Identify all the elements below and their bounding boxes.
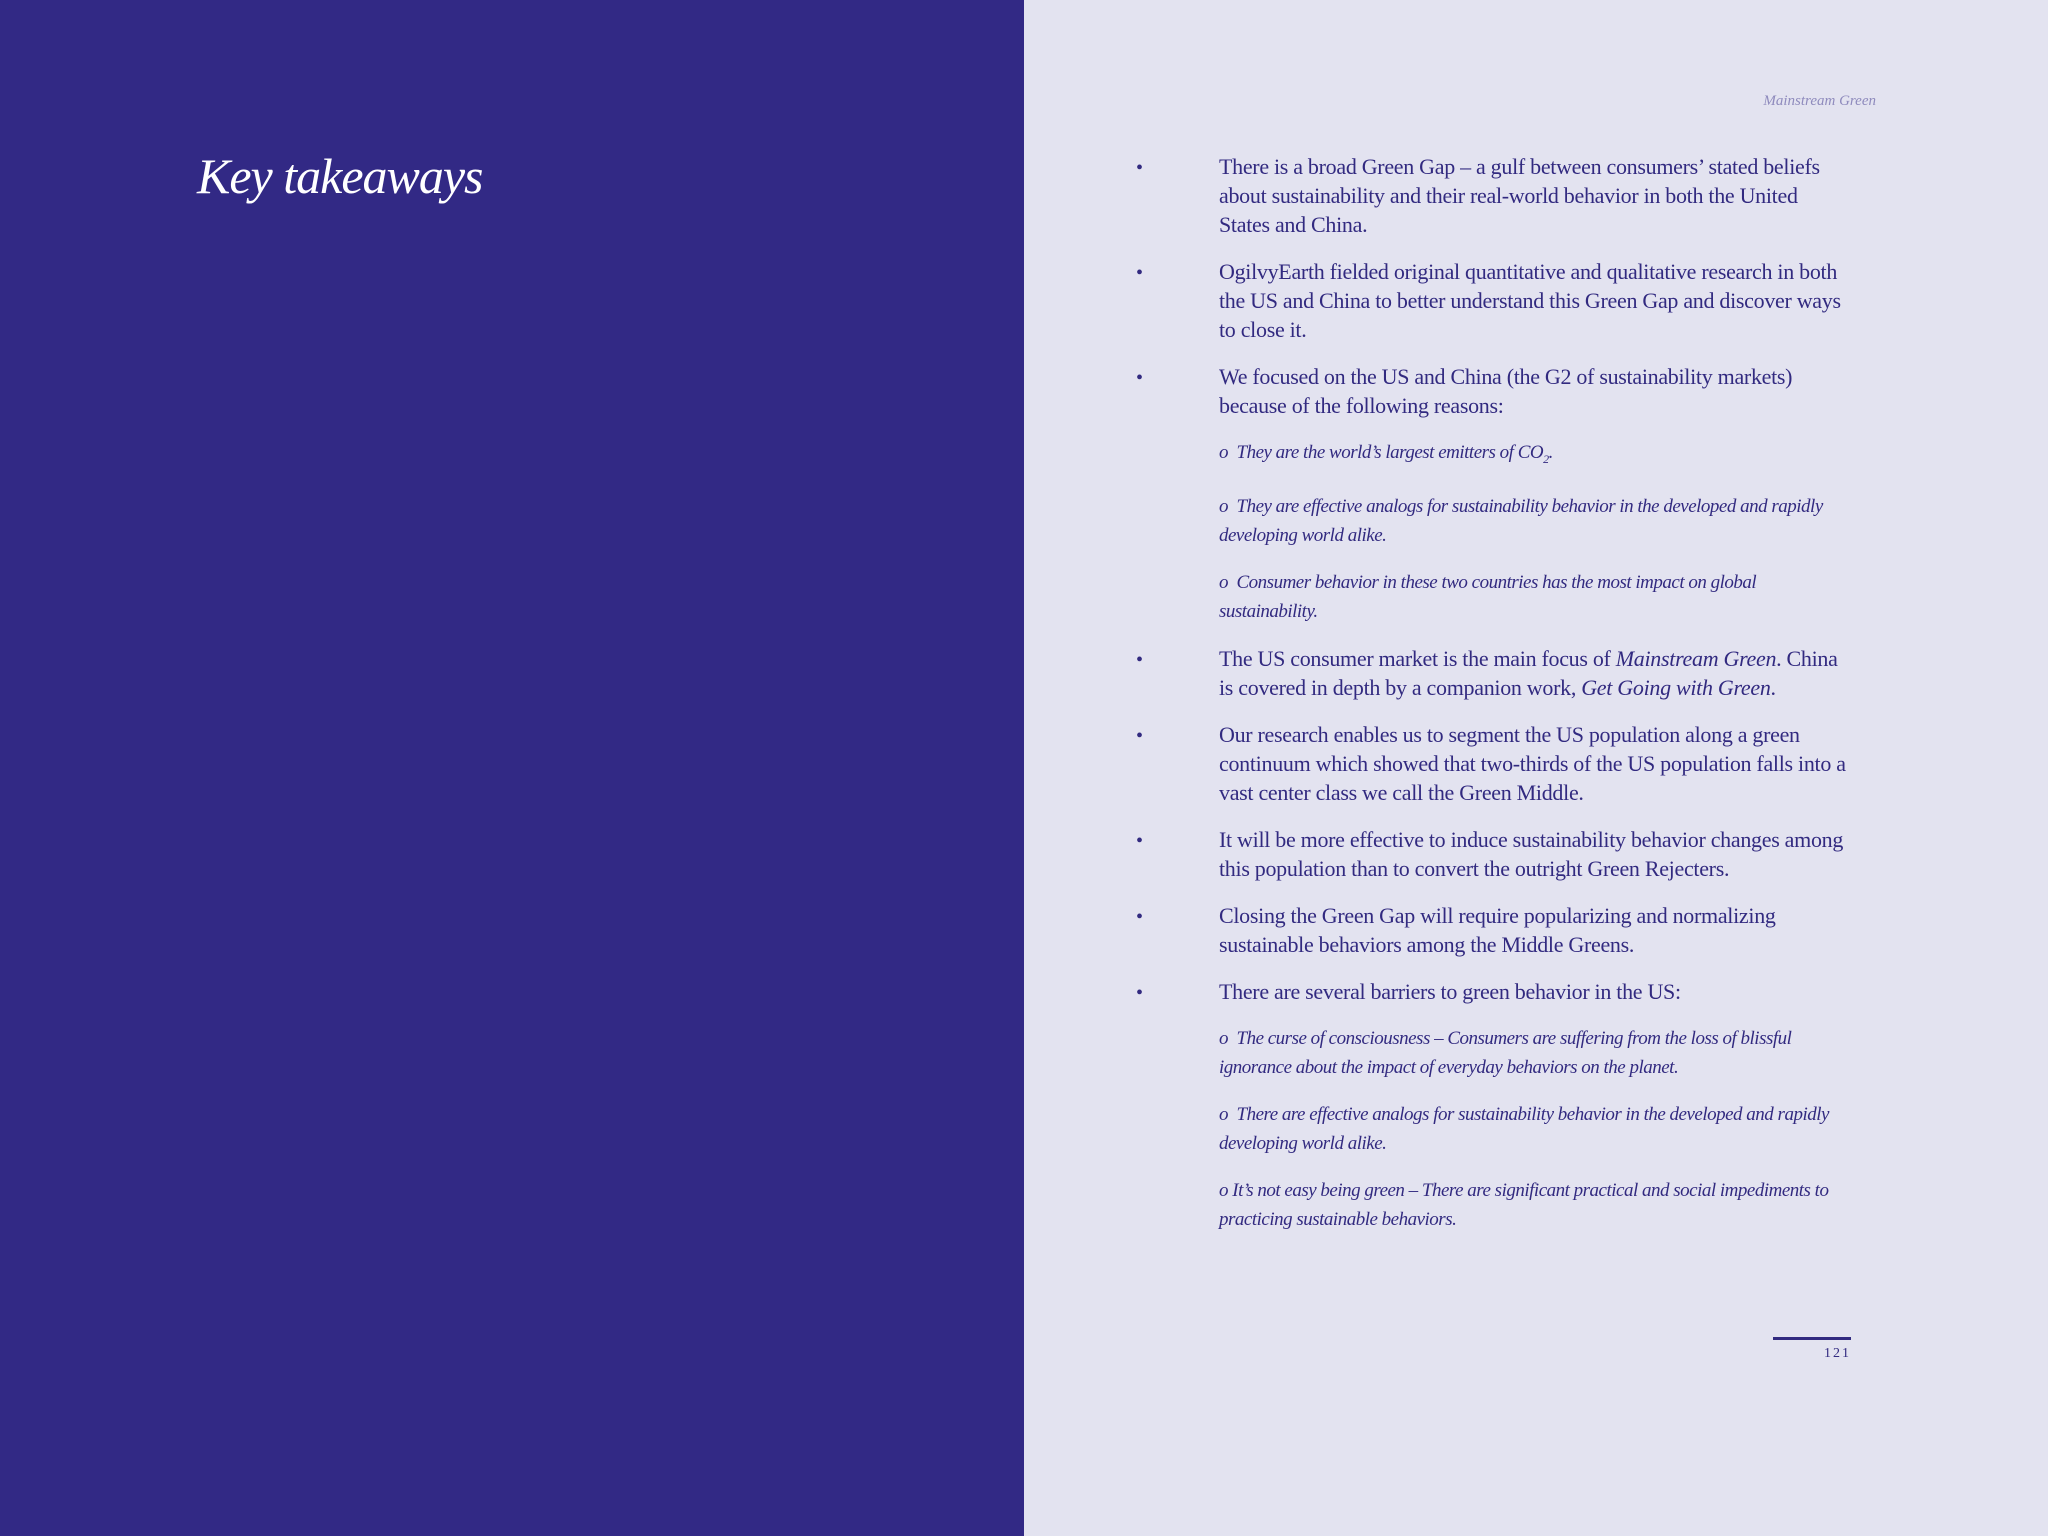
list-item-text: Our research enables us to segment the US population along a green continuum which showed that two-thirds of the US population falls into a vast center class we call the Green Middle.: [1219, 721, 1846, 805]
list-item: [1136, 257, 1848, 344]
bullet-icon: •: [1136, 157, 1143, 179]
list-item: [1136, 644, 1848, 702]
page-number: 121: [1824, 1346, 1851, 1361]
list-item-text: There is a broad Green Gap – a gulf between consumers’ stated beliefs about sustainability and their real-world behavior in both the United States and China.: [1219, 154, 1820, 237]
publication-title: Mainstream Green: [1615, 645, 1777, 671]
sub-item-text: There are effective analogs for sustainability behavior in the developed and rapidly developing world alike.: [1219, 1103, 1829, 1154]
sub-item-text: The curse of consciousness – Consumers are suffering from the loss of blissful ignorance about the impact of everyday behaviors on the planet.: [1219, 1027, 1792, 1078]
sub-marker: o: [1219, 442, 1228, 463]
bullet-icon: •: [1136, 905, 1143, 928]
list-item-text: Closing the Green Gap will require popularizing and normalizing sustainable behaviors among the Middle Greens.: [1219, 902, 1776, 957]
sub-list-item: [1136, 1024, 1848, 1082]
sub-marker: o: [1219, 1103, 1228, 1125]
bullet-icon: •: [1136, 981, 1143, 1004]
list-item-text: We focused on the US and China (the G2 of sustainability markets) because of the following reasons:: [1219, 364, 1793, 418]
sub-list-item: [1136, 438, 1848, 474]
list-item-text: The US consumer market is the main focus of: [1219, 645, 1616, 671]
list-item: [1136, 152, 1848, 239]
list-item: [1136, 901, 1848, 959]
sub-marker: o: [1219, 1179, 1228, 1201]
list-item: [1136, 977, 1848, 1006]
publication-title: Get Going with Green: [1581, 674, 1771, 700]
running-header: Mainstream Green: [1763, 93, 1876, 109]
sub-marker: o: [1219, 495, 1228, 517]
list-item-text: OgilvyEarth fielded original quantitative and qualitative research in both the US and China to better understand this Green Gap and discover ways to close it.: [1219, 259, 1841, 342]
list-item: [1136, 362, 1848, 420]
sub-marker: o: [1219, 571, 1228, 593]
sub-item-text: They are the world’s largest emitters of CO: [1236, 442, 1544, 463]
sub-list-item: [1136, 568, 1848, 626]
takeaways-list: [1136, 152, 1848, 1252]
bullet-icon: •: [1136, 648, 1143, 671]
bullet-icon: •: [1136, 367, 1143, 389]
list-item: [1136, 720, 1848, 807]
page-title: Key takeaways: [197, 148, 483, 204]
sub-list-item: [1136, 1176, 1848, 1234]
sub-item-text: They are effective analogs for sustainability behavior in the developed and rapidly developing world alike.: [1219, 495, 1823, 546]
sub-item-text: It’s not easy being green – There are significant practical and social impediments to practicing sustainable behaviors.: [1219, 1179, 1829, 1230]
sub-list-item: [1136, 1100, 1848, 1158]
list-item-text: There are several barriers to green behavior in the US:: [1219, 978, 1681, 1004]
page-number-rule: [1773, 1337, 1851, 1340]
list-item-text: It will be more effective to induce sustainability behavior changes among this population than to convert the outright Green Rejecters.: [1219, 826, 1844, 881]
sub-marker: o: [1219, 1027, 1228, 1049]
bullet-icon: •: [1136, 724, 1143, 747]
sub-item-text: Consumer behavior in these two countries has the most impact on global sustainability.: [1219, 571, 1757, 622]
subscript-text: 2: [1543, 451, 1549, 466]
list-item-text: . China is covered in depth by a companion work,: [1219, 645, 1838, 700]
list-item-punctuation: .: [1770, 674, 1776, 700]
sub-item-punctuation: .: [1548, 442, 1553, 463]
bullet-icon: •: [1136, 829, 1143, 852]
sub-list-item: [1136, 492, 1848, 550]
list-item: [1136, 825, 1848, 883]
bullet-icon: •: [1136, 262, 1143, 284]
